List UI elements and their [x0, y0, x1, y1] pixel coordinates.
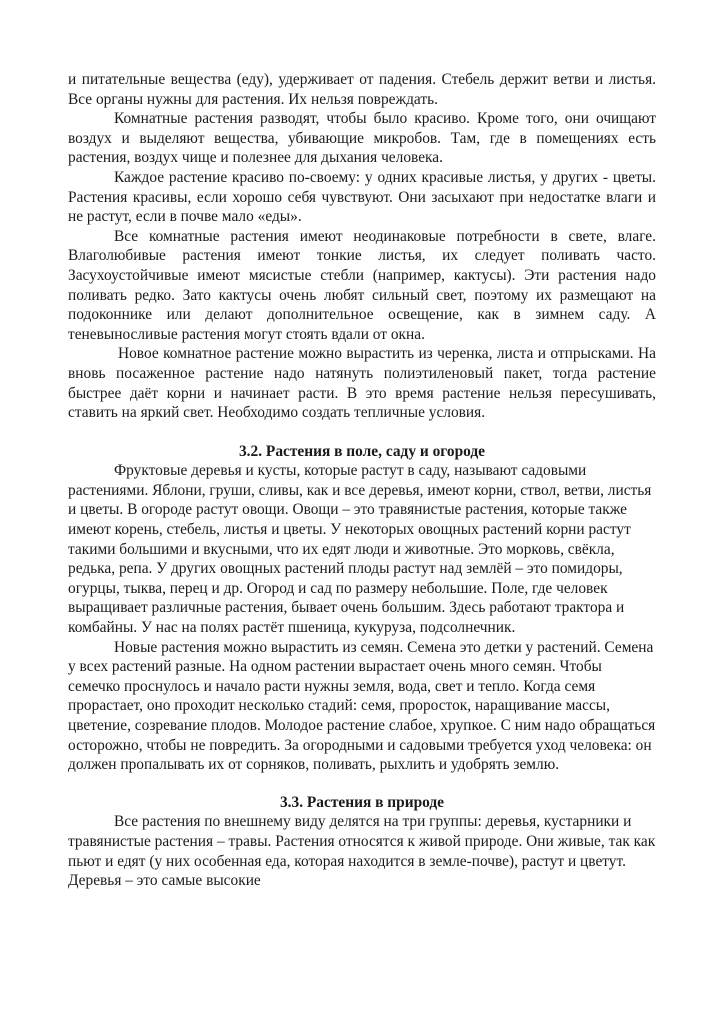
- paragraph: Каждое растение красиво по-своему: у одних красивые листья, у других - цветы. Растения красивы, если хорошо себя чувствуют. Они засыхают при недостатке влаги и не растут, если в почве мало «еды».: [68, 168, 656, 226]
- section-heading: 3.3. Растения в природе: [279, 793, 445, 811]
- section-top: [68, 70, 656, 423]
- paragraph: Фруктовые деревья и кусты, которые растут в саду, называют садовыми растениями. Яблони, груши, сливы, как и все деревья, имеют корни, ствол, ветви, листья и цветы. В огороде растут овощи. Овощи – это травянистые растения, которые также имеют корень, стебель, листья и цветы. У некоторых овощных растений корни растут такими большими и вкусными, что их едят люди и животные. Это морковь, свёкла, редька, репа. У других овощных растений плоды растут над землёй – это помидоры, огурцы, тыква, перец и др. Огород и сад по размеру небольшие. Поле, где человек выращивает различные растения, бывает очень большим. Здесь работают трактора и комбайны. У нас на полях растёт пшеница, кукуруза, подсолнечник.: [68, 462, 652, 637]
- paragraph: Комнатные растения разводят, чтобы было красиво. Кроме того, они очищают воздух и выделяют вещества, убивающие микробов. Там, где в помещениях есть растения, воздух чище и полезнее для дыхания человека.: [68, 110, 656, 167]
- paragraph: и питательные вещества (еду), удерживает от падения. Стебель держит ветви и листья. Все органы нужны для растения. Их нельзя повреждать.: [68, 71, 656, 108]
- section-3-2: [68, 442, 656, 775]
- section-heading: 3.2. Растения в поле, саду и огороде: [238, 442, 486, 460]
- paragraph: Новые растения можно вырастить из семян. Семена это детки у растений. Семена у всех растений разные. На одном растении вырастает очень много семян. Чтобы семечко проснулось и начало расти нужны земля, вода, свет и тепло. Когда семя прорастает, оно проходит несколько стадий: семя, проросток, наращивание массы, цветение, созревание плодов. Молодое растение слабое, хрупкое. С ним надо обращаться осторожно, чтобы не повредить. За огородными и садовыми требуется уход человека: он должен пропалывать их от сорняков, поливать, рыхлить и удобрять землю.: [68, 638, 656, 774]
- document-page: [68, 70, 656, 891]
- paragraph: Все растения по внешнему виду делятся на три группы: деревья, кустарники и травянистые растения – травы. Растения относятся к живой природе. Они живые, так как пьют и едят (у них особенная еда, которая находится в земле-почве), растут и цветут. Деревья – это самые высокие: [68, 813, 656, 890]
- paragraph: Все комнатные растения имеют неодинаковые потребности в свете, влаге. Влаголюбивые растения имеют тонкие листья, их следует поливать часто. Засухоустойчивые имеют мясистые стебли (например, кактусы). Эти растения надо поливать редко. Зато кактусы очень любят сильный свет, поэтому их размещают на подоконнике или делают дополнительное освещение, как в зимнем саду. А теневыносливые растения могут стоять вдали от окна.: [68, 227, 656, 343]
- section-3-3: [68, 793, 656, 891]
- paragraph: Новое комнатное растение можно вырастить из черенка, листа и отпрысками. На вновь посаженное растение надо натянуть полиэтиленовый пакет, тогда растение быстрее даёт корни и начинает расти. В это время растение нельзя пересушивать, ставить на яркий свет. Необходимо создать тепличные условия.: [68, 345, 656, 422]
